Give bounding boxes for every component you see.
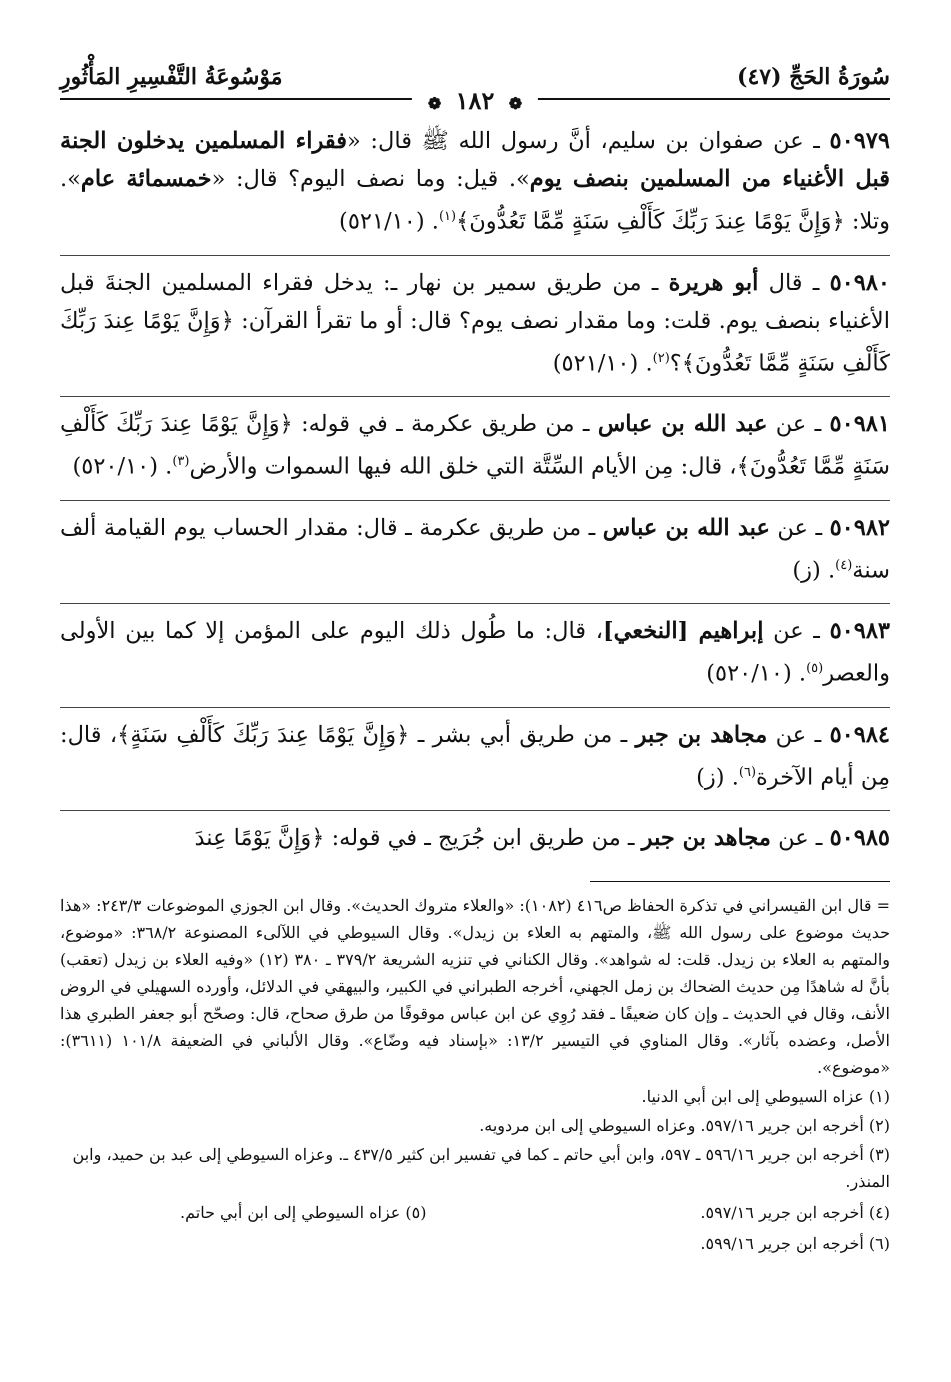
entry-number: ٥٠٩٨١ — [829, 411, 890, 437]
entry-text: ». قيل: وما نصف اليوم؟ قال: « — [211, 166, 530, 192]
footnote-marker: (٤) — [835, 557, 853, 573]
narration-entry — [60, 716, 890, 803]
narrator-name: مجاهد بن جبر — [635, 721, 768, 748]
entry-text: ـ عن — [767, 411, 830, 437]
footnote: (١) عزاه السيوطي إلى ابن أبي الدنيا. — [641, 1087, 890, 1106]
narration-entry — [60, 819, 890, 863]
entry-divider — [60, 500, 890, 501]
narrator-name: أبو هريرة — [668, 269, 759, 296]
footnote: (٥) عزاه السيوطي إلى ابن أبي حاتم. — [180, 1203, 427, 1222]
entry-text: ـ قال — [758, 269, 830, 296]
running-header — [60, 60, 890, 122]
footnote: (٣) أخرجه ابن جرير ٥٩٦/١٦ ـ ٥٩٧، وابن أبي حاتم ـ كما في تفسير ابن كثير ٤٣٧/٥ ـ. وعزاه السيوطي إلى عبد بن حميد، وابن المنذر. — [72, 1145, 890, 1191]
narrator-name: إبراهيم [النخعي] — [602, 618, 764, 644]
entry-divider — [60, 603, 890, 604]
volume-reference: . (٥٢١/١٠) — [339, 208, 439, 235]
entry-text: ». وتلا: ﴿وَإِنَّ يَوْمًا عِندَ رَبِّكَ كَأَلْفِ سَنَةٍ مِّمَّا تَعُدُّونَ﴾ — [60, 166, 890, 235]
hadith-quote: فقراء المسلمين يدخلون الجنة قبل الأغنياء من المسلمين بنصف يوم — [60, 128, 890, 192]
entry-text: ، قال: ما طُول ذلك اليوم على المؤمن إلا كما بين الأولى والعصر — [60, 618, 890, 687]
narration-entry — [60, 509, 890, 596]
narration-entry — [60, 612, 890, 699]
entry-text: ـ عن — [770, 825, 830, 851]
footnote-rule — [590, 881, 890, 882]
entry-number: ٥٠٩٨٤ — [829, 721, 890, 748]
footnote-marker: (٦) — [738, 764, 757, 780]
footnote: (٦) أخرجه ابن جرير ٥٩٩/١٦. — [700, 1234, 890, 1253]
narrator-name: عبد الله بن عباس — [602, 514, 770, 541]
narration-entry — [60, 264, 890, 389]
entry-text: ـ من طريق ابن جُرَيج ـ في قوله: ﴿وَإِنَّ يَوْمًا عِندَ — [194, 825, 642, 851]
footnote: (٢) أخرجه ابن جرير ٥٩٧/١٦. وعزاه السيوطي إلى ابن مردويه. — [479, 1116, 890, 1135]
volume-reference: . (ز) — [792, 557, 836, 583]
entry-text: ـ من طريق سمير بن نهار ـ: يدخل فقراء المسلمين الجنةَ قبل الأغنياء بنصف يوم. قلت: وما مقدار نصف يوم؟ قال: أو ما تقرأ القرآن: ﴿وَإِنَّ يَوْمًا عِندَ رَبِّكَ كَأَلْفِ سَنَةٍ مِّمَّا تَعُدُّونَ﴾؟ — [60, 269, 890, 376]
entry-number: ٥٠٩٨٠ — [829, 269, 890, 296]
entry-text: ـ من طريق عكرمة ـ قال: مقدار الحساب يوم القيامة ألف سنة — [60, 514, 890, 583]
entry-text: ـ عن صفوان بن سليم، أنَّ رسول الله ﷺ قال: « — [347, 128, 830, 154]
entry-text: ـ من طريق أبي بشر ـ ﴿وَإِنَّ يَوْمًا عِندَ رَبِّكَ كَأَلْفِ سَنَةٍ﴾، قال: مِن أيام الآخرة — [60, 721, 890, 790]
narrator-name: عبد الله بن عباس — [597, 411, 768, 437]
entry-text: ـ عن — [769, 514, 830, 541]
footnote-continuation: = قال ابن القيسراني في تذكرة الحفاظ ص٤١٦ (١٠٨٢): «والعلاء متروك الحديث». وقال ابن الجوزي الموضوعات ٢٤٣/٣: «هذا حديث موضوع على رسول الله ﷺ، والمتهم به العلاء بن زيدل». وقال السيوطي في اللآلىء المصنوعة ٣٦٨/٢: «موضوع، والمتهم به العلاء بن زيدل. قلت: له شواهد». وقال الكناني في تنزيه الشريعة ٣٧٩/٢ ـ ٣٨٠ (١٢) «وفيه العلاء بن زيدل (تعقب) بأنَّ له شاهدًا مِن حديث الضحاك بن زمل الجهني، أخرجه الطبراني في الكبير، والبيهقي في الدلائل، وأورده السهيلي في الروض الأنف، وقال في الحديث ـ وإن كان ضعيفًا ـ فقد رُوِي عن ابن عباس موقوفًا من طرق صحاح، قال: وصحّح أبو جعفر الطبري هذا الأصل، وعضده بآثار». وقال المناوي في التيسير ١٣/٢: «بإسناد فيه وضّاع». وقال الألباني في الضعيفة ١٠١/٨ (٣٦١١): «موضوع». — [60, 896, 891, 1077]
narration-entry — [60, 405, 890, 492]
page-number: ١٨٢ — [455, 86, 495, 115]
entry-number: ٥٠٩٨٥ — [829, 825, 890, 851]
volume-reference: . (ز) — [696, 764, 739, 790]
volume-reference: . (٥٢٠/١٠) — [706, 660, 807, 687]
entry-divider — [60, 707, 890, 708]
entry-number: ٥٠٩٧٩ — [829, 128, 890, 154]
hadith-quote: خمسمائة عام — [80, 166, 212, 192]
entry-text: ـ عن — [767, 721, 830, 748]
narration-entry — [60, 122, 890, 247]
entry-text: ـ عن — [763, 618, 830, 644]
book-title: مَوْسُوعَةُ التَّفْسِيرِ المَأْثُورِ — [60, 64, 283, 90]
narrator-name: مجاهد بن جبر — [641, 825, 771, 851]
entry-divider — [60, 396, 890, 397]
footnote-marker: (٢) — [652, 350, 670, 366]
entry-number: ٥٠٩٨٣ — [829, 618, 890, 644]
footnote-marker: (١) — [438, 209, 457, 224]
entry-text: ـ من طريق عكرمة ـ في قوله: ﴿وَإِنَّ يَوْمًا عِندَ رَبِّكَ كَأَلْفِ سَنَةٍ مِّمَّا تَعُدُّونَ﴾، قال: مِن الأيام السِّتَّة التي خلق الله فيها السموات والأرض — [60, 411, 890, 480]
entry-number: ٥٠٩٨٢ — [829, 514, 891, 541]
footnote: (٤) أخرجه ابن جرير ٥٩٧/١٦. — [700, 1203, 890, 1222]
entry-divider — [60, 810, 890, 811]
entry-divider — [60, 255, 890, 256]
book-page — [60, 60, 890, 1360]
volume-reference: . (٥٢١/١٠) — [552, 350, 653, 376]
page-number-box — [412, 86, 538, 115]
footnote-row — [60, 1197, 890, 1228]
ornament-icon: ❁ — [427, 94, 442, 113]
volume-reference: . (٥٢٠/١٠) — [72, 453, 173, 480]
surah-title: سُورَةُ الحَجِّ (٤٧) — [737, 64, 890, 90]
footnotes — [60, 892, 890, 1257]
ornament-icon: ❁ — [508, 94, 523, 113]
footnote-marker: (٣) — [172, 454, 190, 469]
footnote-marker: (٥) — [806, 661, 824, 676]
